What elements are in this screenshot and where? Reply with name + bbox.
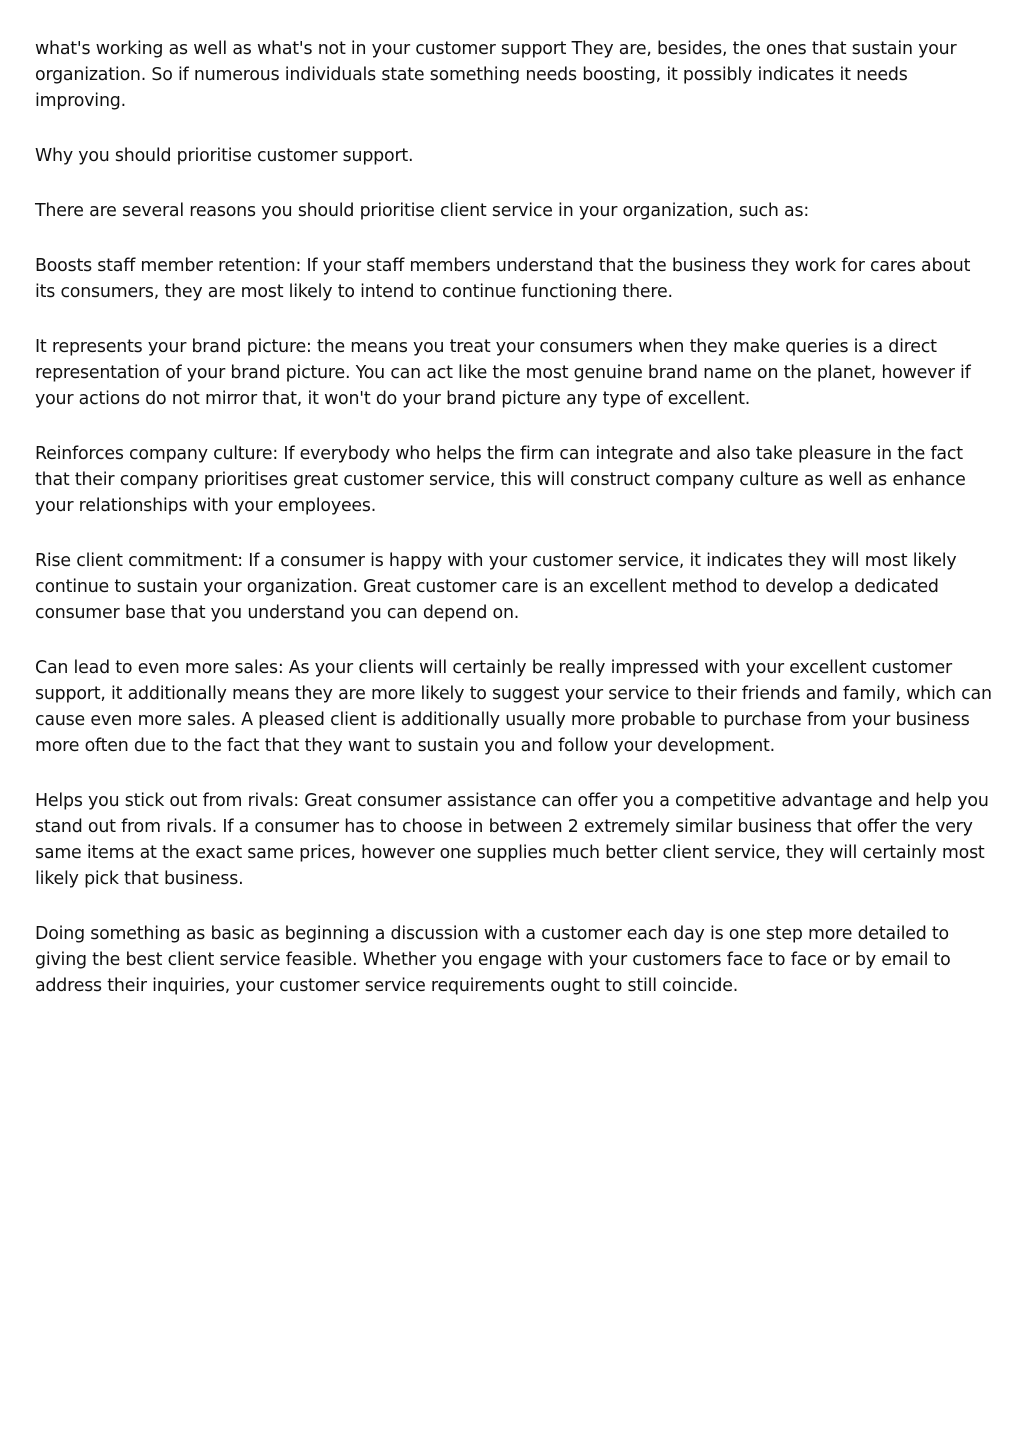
paragraph-staff-retention: Boosts staff member retention: If your staff members understand that the business they work for cares about its consumers, they are most likely to intend to continue functioning there. — [35, 256, 971, 302]
paragraph-brand-picture: It represents your brand picture: the means you treat your consumers when they make queries is a direct representation of your brand picture. You can act like the most genuine brand name on the planet, however if your actions do not mirror that, it won't do your brand picture any type of excellent. — [35, 337, 971, 409]
paragraph-client-commitment: Rise client commitment: If a consumer is happy with your customer service, it indicates they will most likely continue to sustain your organization. Great customer care is an excellent method to develop a dedicated consumer base that you understand you can depend on. — [35, 551, 957, 623]
paragraph-heading-why: Why you should prioritise customer support. — [35, 146, 414, 166]
paragraph-reasons-intro: There are several reasons you should prioritise client service in your organization, such as: — [35, 201, 810, 221]
paragraph-intro: what's working as well as what's not in your customer support They are, besides, the ones that sustain your organization. So if numerous individuals state something needs boosting, it possibly indicates it needs improving. — [35, 39, 957, 111]
paragraph-stand-out: Helps you stick out from rivals: Great consumer assistance can offer you a competitive advantage and help you stand out from rivals. If a consumer has to choose in between 2 extremely similar business that offer the very same items at the exact same prices, however one supplies much better client service, they will certainly most likely pick that business. — [35, 791, 989, 889]
paragraph-more-sales: Can lead to even more sales: As your clients will certainly be really impressed with your excellent customer support, it additionally means they are more likely to suggest your service to their friends and family, which can cause even more sales. A pleased client is additionally usually more probable to purchase from your business more often due to the fact that they want to sustain you and follow your development. — [35, 658, 992, 756]
document-page — [35, 36, 995, 1028]
paragraph-conclusion: Doing something as basic as beginning a discussion with a customer each day is one step more detailed to giving the best client service feasible. Whether you engage with your customers face to face or by email to address their inquiries, your customer service requirements ought to still coincide. — [35, 924, 951, 996]
paragraph-company-culture: Reinforces company culture: If everybody who helps the firm can integrate and also take pleasure in the fact that their company prioritises great customer service, this will construct company culture as well as enhance your relationships with your employees. — [35, 444, 966, 516]
